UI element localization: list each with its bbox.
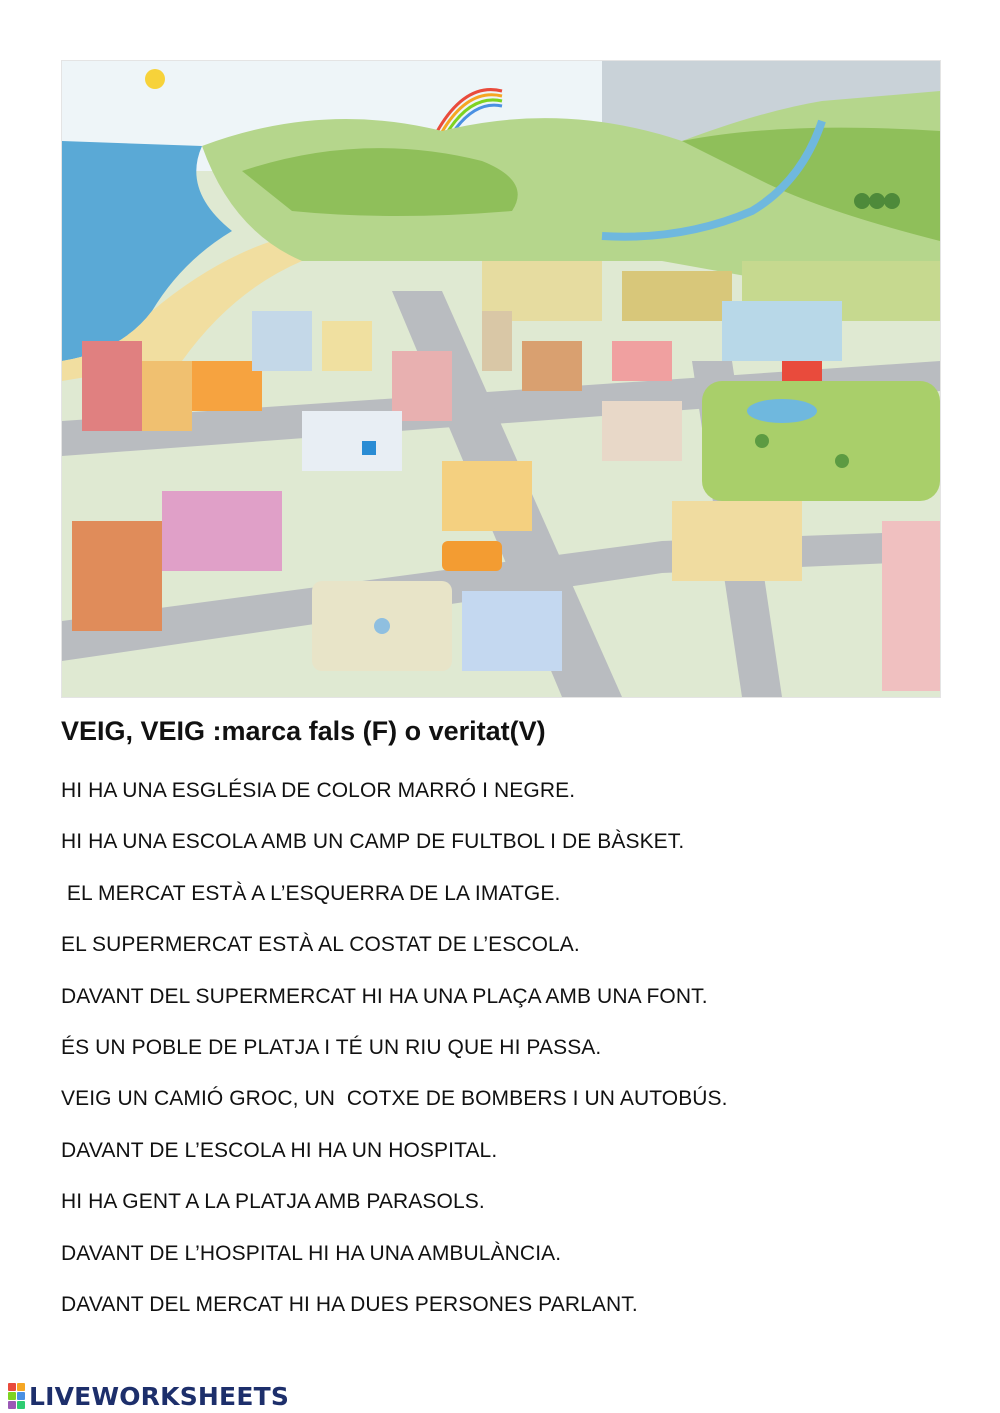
town-illustration <box>61 60 941 698</box>
statement-4: EL SUPERMERCAT ESTÀ AL COSTAT DE L’ESCOLA. <box>61 933 580 957</box>
statement-5: DAVANT DEL SUPERMERCAT HI HA UNA PLAÇA AMB UNA FONT. <box>61 984 708 1008</box>
footer-brand[interactable] <box>8 1382 289 1410</box>
worksheet-title: VEIG, VEIG :marca fals (F) o veritat(V) <box>61 716 546 746</box>
liveworksheets-logo-icon <box>8 1383 25 1409</box>
statement-7: VEIG UN CAMIÓ GROC, UN COTXE DE BOMBERS I UN AUTOBÚS. <box>61 1087 728 1111</box>
statement-8: DAVANT DE L’ESCOLA HI HA UN HOSPITAL. <box>61 1138 498 1162</box>
statement-3: EL MERCAT ESTÀ A L’ESQUERRA DE LA IMATGE. <box>61 881 561 905</box>
sun-icon <box>145 69 165 89</box>
statement-11: DAVANT DEL MERCAT HI HA DUES PERSONES PARLANT. <box>61 1292 638 1316</box>
statement-9: HI HA GENT A LA PLATJA AMB PARASOLS. <box>61 1190 485 1214</box>
statement-1: HI HA UNA ESGLÉSIA DE COLOR MARRÓ I NEGRE. <box>61 779 576 802</box>
statement-2: HI HA UNA ESCOLA AMB UN CAMP DE FULTBOL I DE BÀSKET. <box>61 830 685 854</box>
brand-name: LIVEWORKSHEETS <box>29 1381 290 1411</box>
statement-10: DAVANT DE L’HOSPITAL HI HA UNA AMBULÀNCIA. <box>61 1241 562 1265</box>
statement-list <box>61 778 728 1343</box>
statement-6: ÉS UN POBLE DE PLATJA I TÉ UN RIU QUE HI PASSA. <box>61 1035 602 1059</box>
